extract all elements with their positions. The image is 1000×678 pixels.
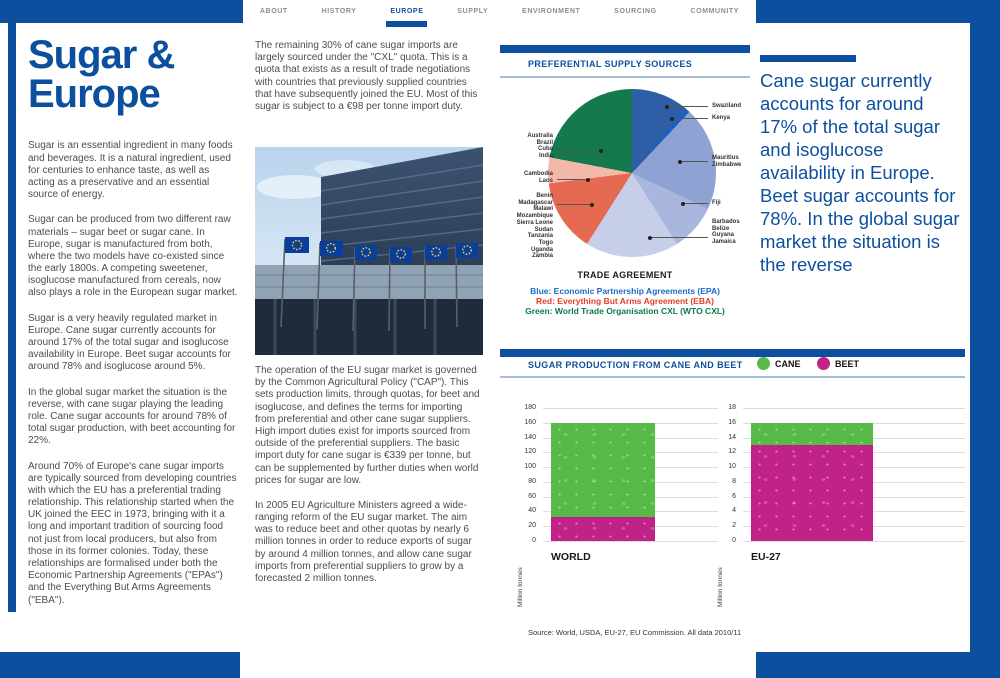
pie-label-eba-group: Benin Madagascar Malawi Mozambique Sierra Leone Sudan Tanzania Togo Uganda Zambia [516,193,553,260]
pie-callout-line [557,150,601,151]
eu-building-illustration [255,147,483,355]
pie-label-fiji: Fiji [712,200,721,206]
paragraph: Sugar is a very heavily regulated market in Europe. Cane sugar currently accounts for around 17% of the total sugar and isoglucose availability in Europe. Beet sugar accounts for around 78% and isoglucose around 5%. [28,312,231,373]
nav-item-europe-label: EUROPE [390,8,424,15]
nav-active-indicator [386,21,427,27]
nav-item-europe[interactable] [390,8,423,15]
frame-bottom-left [0,652,240,678]
frame-top-left [0,0,243,23]
pie-callout-line [557,204,592,205]
nav-item-community[interactable]: COMMUNITY [690,8,740,15]
trade-agreement-heading: TRADE AGREEMENT [577,270,673,280]
world-label: WORLD [551,551,591,563]
cane-legend-label: CANE [775,359,801,369]
beet-legend-dot [817,357,830,370]
left-column [28,33,238,620]
paragraph: Sugar can be produced from two different raw materials – sugar beet or sugar cane. In Europe, sugar is manufactured from both, where the two models have co-existed since the early 1800s. A competing sweetener, isoglucose manufactured from cereals, now also plays a role in the European sugar market. [28,214,238,299]
paragraph: In 2005 EU Agriculture Ministers agreed a wide-ranging reform of the EU sugar market. The aim was to reduce beet and other quotas by nearly 6 million tonnes in order to reduce exports of sugar by around 4 million tonnes, and allow cane sugar imports from preferential suppliers to grow by a forecasted 2 million tonnes. [255,499,472,584]
nav-item-history[interactable]: HISTORY [321,8,357,15]
production-section-underline [500,376,965,378]
middle-column-bottom [255,365,483,598]
pie-label-cxl-group: Australia Brazil Cuba India [527,133,553,160]
pie-callout-line [683,203,708,204]
eu27-y-axis: 18 16 14 12 10 8 6 4 2 0 [728,404,736,544]
frame-left-strip [8,23,16,612]
pie-chart [548,89,716,257]
paragraph: Around 70% of Europe's cane sugar imports are typically sourced from developing countries with which the EU has a preferential trading relationship. This relationship started when the UK joined the EEC in 1973, bringing with it a long and important tradition of sourcing food not just from local producers, but also from those in its former colonies. Today, these relationships are formalised under both the Economic Partnership Agreements ("EPAs") and the Everything But Arms Agreements ("EBA"). [28,460,237,606]
nav-item-sourcing[interactable]: SOURCING [614,8,657,15]
source-note: Source: World, USDA, EU-27, EU Commission. All data 2010/11 [528,628,742,637]
nav-item-environment[interactable]: ENVIRONMENT [522,8,581,15]
cane-legend-dot [757,357,770,370]
pie-section-underline [500,76,750,78]
world-bar [551,423,655,541]
pie-section-topbar [500,45,750,53]
pie-callout-line [672,118,708,119]
world-ylabel: Million tonnes [517,567,524,607]
trade-legend-eba: Red: Everything But Arms Agreement (EBA) [536,296,714,306]
trade-legend-epa: Blue: Economic Partnership Agreements (EPA) [530,286,720,296]
world-y-axis: 180 160 140 120 100 80 60 40 20 0 [524,404,536,544]
frame-top-right [756,0,1000,23]
eu27-ylabel: Million tonnes [717,567,724,607]
nav-item-about[interactable]: ABOUT [259,8,288,15]
eu-building-photo [255,147,483,355]
page-title-line2: Europe [28,72,160,117]
world-cane-segment [551,423,655,518]
production-section-topbar [500,349,965,357]
paragraph: In the global sugar market the situation is the reverse, with cane sugar playing the leading role. Cane sugar accounts for around 78% of total sugar production, with beet accounting for 22%. [28,386,236,447]
world-plot [543,408,718,541]
pull-quote: Cane sugar currently accounts for around 17% of the total sugar and isoglucose availability in Europe. Beet sugar accounts for 78%. In the global sugar market the situation is the reverse [760,70,960,275]
pie-callout-line [680,161,708,162]
page-title [28,33,238,117]
pie-callout-line [557,179,588,180]
paragraph: The operation of the EU sugar market is governed by the Common Agricultural Policy ("CAP"). This sets production limits, through quotas, for beet and isoglucose, and defines the terms for importing from preferential and other cane sugar suppliers. High import duties exist for imports sourced from outside of the preferential suppliers. The basic import duty for cane sugar is €339 per tonne, but can be supplemented by further duties when world prices for sugar are low. [255,365,480,486]
eu27-bar [751,423,873,541]
nav-item-supply[interactable]: SUPPLY [457,8,489,15]
beet-legend-label: BEET [835,359,860,369]
production-section-title: SUGAR PRODUCTION FROM CANE AND BEET [528,360,743,370]
eu27-cane-segment [751,423,873,445]
eu27-beet-segment [751,445,873,541]
pie-label-cambodia-laos: Cambodia Laos [523,171,553,184]
pie-callout-line [667,106,708,107]
trade-legend-cxl: Green: World Trade Organisation CXL (WTO CXL) [525,306,725,316]
eu27-label: EU-27 [751,551,781,563]
pie-callout-line [650,237,708,238]
pie-label-swaziland: Swaziland [712,103,742,109]
middle-column-top [255,40,483,126]
page-title-line1: Sugar & [28,33,175,77]
world-beet-segment [551,517,655,541]
frame-bottom-right [756,652,1000,678]
paragraph: The remaining 30% of cane sugar imports are largely sourced under the "CXL" quota. This is a quota that exists as a result of trade negotiations with countries that previously supplied countries that have subsequently joined the EU. Most of this sugar is subject to a €98 per tonne import duty. [255,40,478,112]
eu27-plot [743,408,965,541]
top-nav [243,0,756,23]
pie-label-mauritius-zimbabwe: Mauritius Zimbabwe [712,155,742,168]
quote-accent-bar [760,55,856,62]
pie-section-title: PREFERENTIAL SUPPLY SOURCES [528,59,693,69]
pie-label-kenya: Kenya [712,115,731,121]
frame-right [970,0,1000,678]
pie-label-barbados-group: Barbados Belize Guyana Jamaica [712,219,740,246]
paragraph: Sugar is an essential ingredient in many foods and beverages. It is a natural ingredient, used for centuries to enhance taste, as well as acting as a preservative and an essential source of energy. [28,140,233,201]
